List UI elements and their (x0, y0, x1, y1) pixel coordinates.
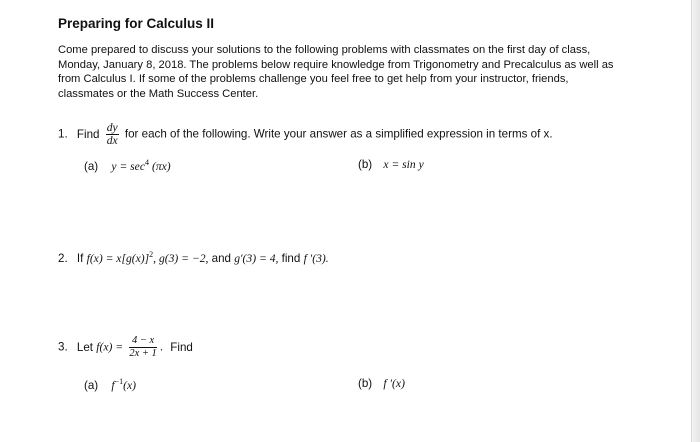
problem-2-expr3: g′(3) = 4, (234, 251, 279, 265)
problem-1a-expr-post: (πx) (151, 159, 171, 173)
fraction-denominator: dx (106, 134, 118, 147)
problem-1a (84, 158, 171, 173)
problem-2 (58, 250, 329, 265)
page-edge (691, 0, 700, 442)
problem-2-expr1: f(x) = x[g(x)] (86, 251, 150, 265)
problem-3a-exponent: −1 (114, 377, 124, 386)
problem-3a-expr-post: (x) (123, 378, 137, 392)
problem-1b-expr: x = sin y (383, 158, 424, 171)
problem-3 (58, 335, 193, 360)
problem-3b (358, 377, 405, 390)
intro-paragraph: Come prepared to discuss your solutions to the following problems with classmates on the first day of class, Monday, January 8, 2018. The problems below require knowledge from Trigonometry and Precalculus as well as from Calculus I. If some of the problems challenge you feel free to get help from your instructor, friends, classmates or the Math Success Center. (58, 44, 614, 100)
problem-3-find: Find (170, 340, 193, 354)
problem-3a (84, 377, 136, 392)
problem-1-text: for each of the following. Write your answer as a simplified expression in terms of x. (124, 127, 553, 141)
problem-3b-label: (b) (358, 377, 373, 390)
problem-1-number: 1. (58, 127, 68, 141)
problem-3a-expr-pre: f (111, 378, 115, 392)
problem-3-fx: f(x) = (96, 340, 124, 354)
problem-3-number: 3. (58, 340, 68, 354)
problem-1-find: Find (76, 127, 100, 141)
problem-2-expr2: , g(3) = −2, (153, 251, 209, 265)
problem-1-fraction (106, 122, 119, 147)
problem-1 (58, 122, 553, 147)
problem-1a-expr-pre: y = sec (111, 159, 145, 173)
page-title: Preparing for Calculus II (58, 16, 215, 31)
problem-1b-label: (b) (358, 158, 373, 171)
problem-3-let: Let (76, 340, 94, 354)
problem-3a-label: (a) (84, 378, 99, 392)
problem-3b-expr: f ′(x) (383, 377, 405, 390)
fraction-numerator: 4 − x (129, 335, 157, 348)
problem-1a-label: (a) (84, 159, 99, 173)
problem-2-expr4: f ′(3). (303, 251, 329, 265)
problem-2-and: and (211, 251, 231, 265)
fraction-denominator: 2x + 1 (129, 348, 157, 359)
problem-1b (358, 158, 424, 171)
problem-2-exponent: 2 (149, 250, 154, 259)
problem-2-if: If (76, 251, 84, 265)
fraction-numerator: dy (106, 121, 118, 134)
problem-2-find: find (281, 251, 301, 265)
problem-3-fraction (129, 335, 157, 360)
problem-2-number: 2. (58, 251, 68, 265)
problem-1a-exponent: 4 (144, 158, 149, 167)
problem-3-comma: . (159, 340, 164, 354)
